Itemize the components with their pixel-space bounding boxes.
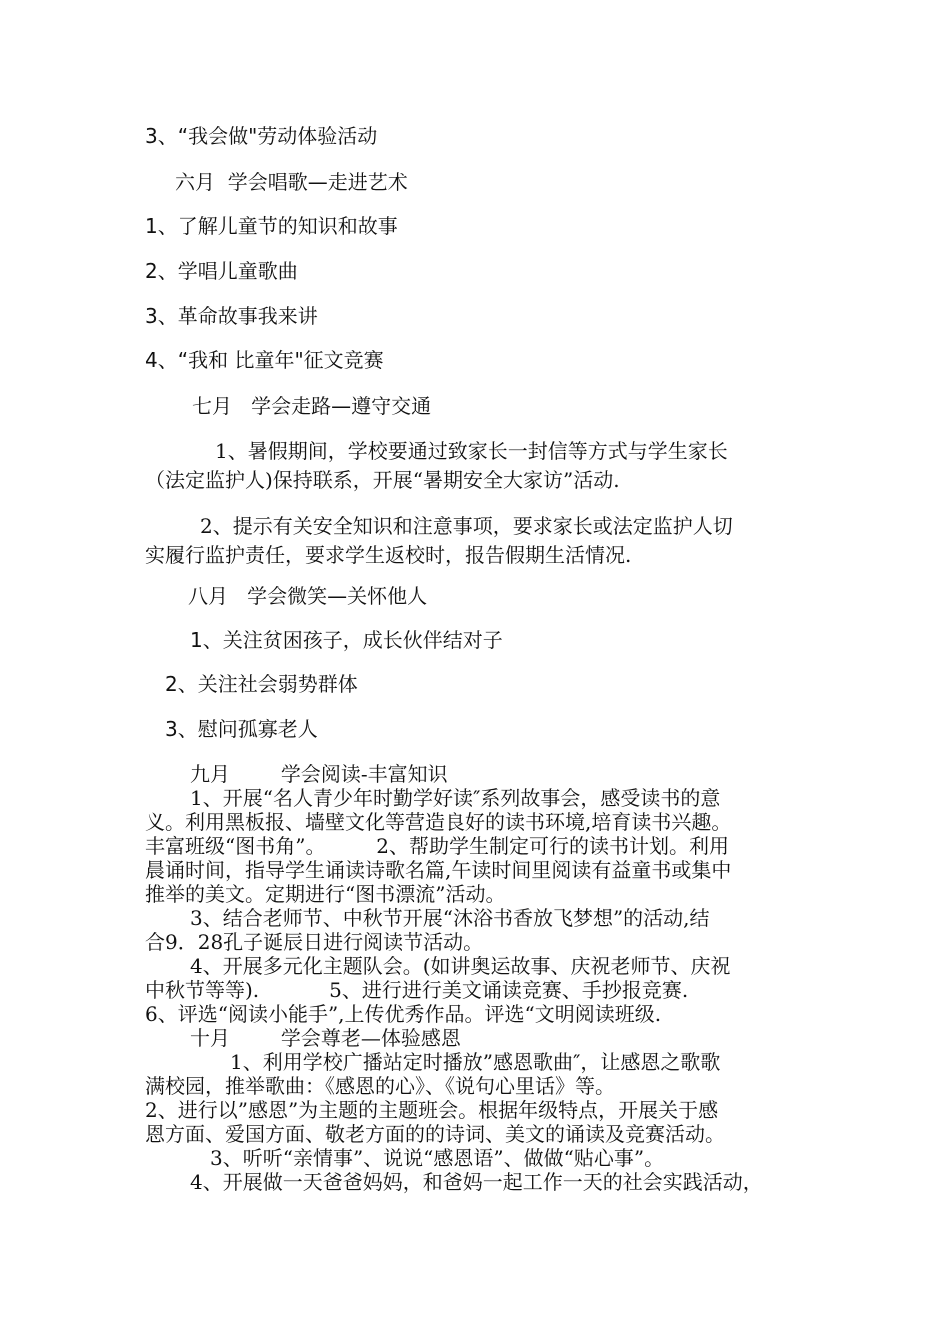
text-line: 3、结合老师节、中秋节开展“沐浴书香放飞梦想”的活动,结 [190,906,710,930]
text-line: 2、关注社会弱势群体 [165,672,358,696]
text-line: （法定监护人)保持联系，开展“暑期安全大家访”活动. [145,468,620,492]
text-line: 1、关注贫困孩子，成长伙伴结对子 [190,628,503,652]
text-line: 晨诵时间，指导学生诵读诗歌名篇,午读时间里阅读有益童书或集中 [145,858,732,882]
text-line: 恩方面、爱国方面、敬老方面的的诗词、美文的诵读及竞赛活动。 [145,1122,725,1146]
text-line: 2、提示有关安全知识和注意事项，要求家长或法定监护人切 [200,514,733,538]
text-line: 2、学唱儿童歌曲 [145,259,298,283]
section-heading-october: 十月 学会尊老—体验感恩 [190,1026,461,1050]
text-line: 推举的美文。定期进行“图书漂流”活动。 [145,882,506,906]
text-line: 4、开展做一天爸爸妈妈，和爸妈一起工作一天的社会实践活动， [190,1170,763,1194]
text-line: 1、开展“名人青少年时勤学好读″系列故事会，感受读书的意 [190,786,721,810]
text-line: 实履行监护责任，要求学生返校时，报告假期生活情况. [145,543,632,567]
text-line: 1、利用学校广播站定时播放”感恩歌曲″，让感恩之歌歌 [230,1050,721,1074]
text-line: 3、“我会做"劳动体验活动 [145,124,378,148]
text-line: 1、暑假期间，学校要通过致家长一封信等方式与学生家长 [215,439,728,463]
text-line: 中秋节等等). 5、进行进行美文诵读竞赛、手抄报竞赛. [145,978,689,1002]
text-line: 6、评选“阅读小能手”,上传优秀作品。评选“文明阅读班级. [145,1002,662,1026]
text-line: 2、进行以”感恩”为主题的主题班会。根据年级特点，开展关于感 [145,1098,719,1122]
section-heading-july: 七月 学会走路—遵守交通 [192,394,432,418]
section-heading-september: 九月 学会阅读-丰富知识 [190,762,448,786]
text-line: 合9．28孔子诞辰日进行阅读节活动。 [145,930,484,954]
text-line: 4、“我和 比童年"征文竞赛 [145,348,384,372]
text-line: 满校园，推举歌曲：《感恩的心》、《说句心里话》等。 [145,1074,615,1098]
text-line: 1、了解儿童节的知识和故事 [145,214,398,238]
text-line: 3、慰问孤寡老人 [165,717,318,741]
text-line: 3、革命故事我来讲 [145,304,318,328]
text-line: 丰富班级“图书角”。 2、帮助学生制定可行的读书计划。利用 [145,834,730,858]
section-heading-june: 六月 学会唱歌—走进艺术 [175,170,408,194]
text-line: 4、开展多元化主题队会。(如讲奥运故事、庆祝老师节、庆祝 [190,954,731,978]
section-heading-august: 八月 学会微笑—关怀他人 [188,584,428,608]
text-line: 义。利用黑板报、墙壁文化等营造良好的读书环境,培育读书兴趣。 [145,810,732,834]
text-line: 3、听听“亲情事”、说说“感恩语”、做做“贴心事”。 [210,1146,665,1170]
